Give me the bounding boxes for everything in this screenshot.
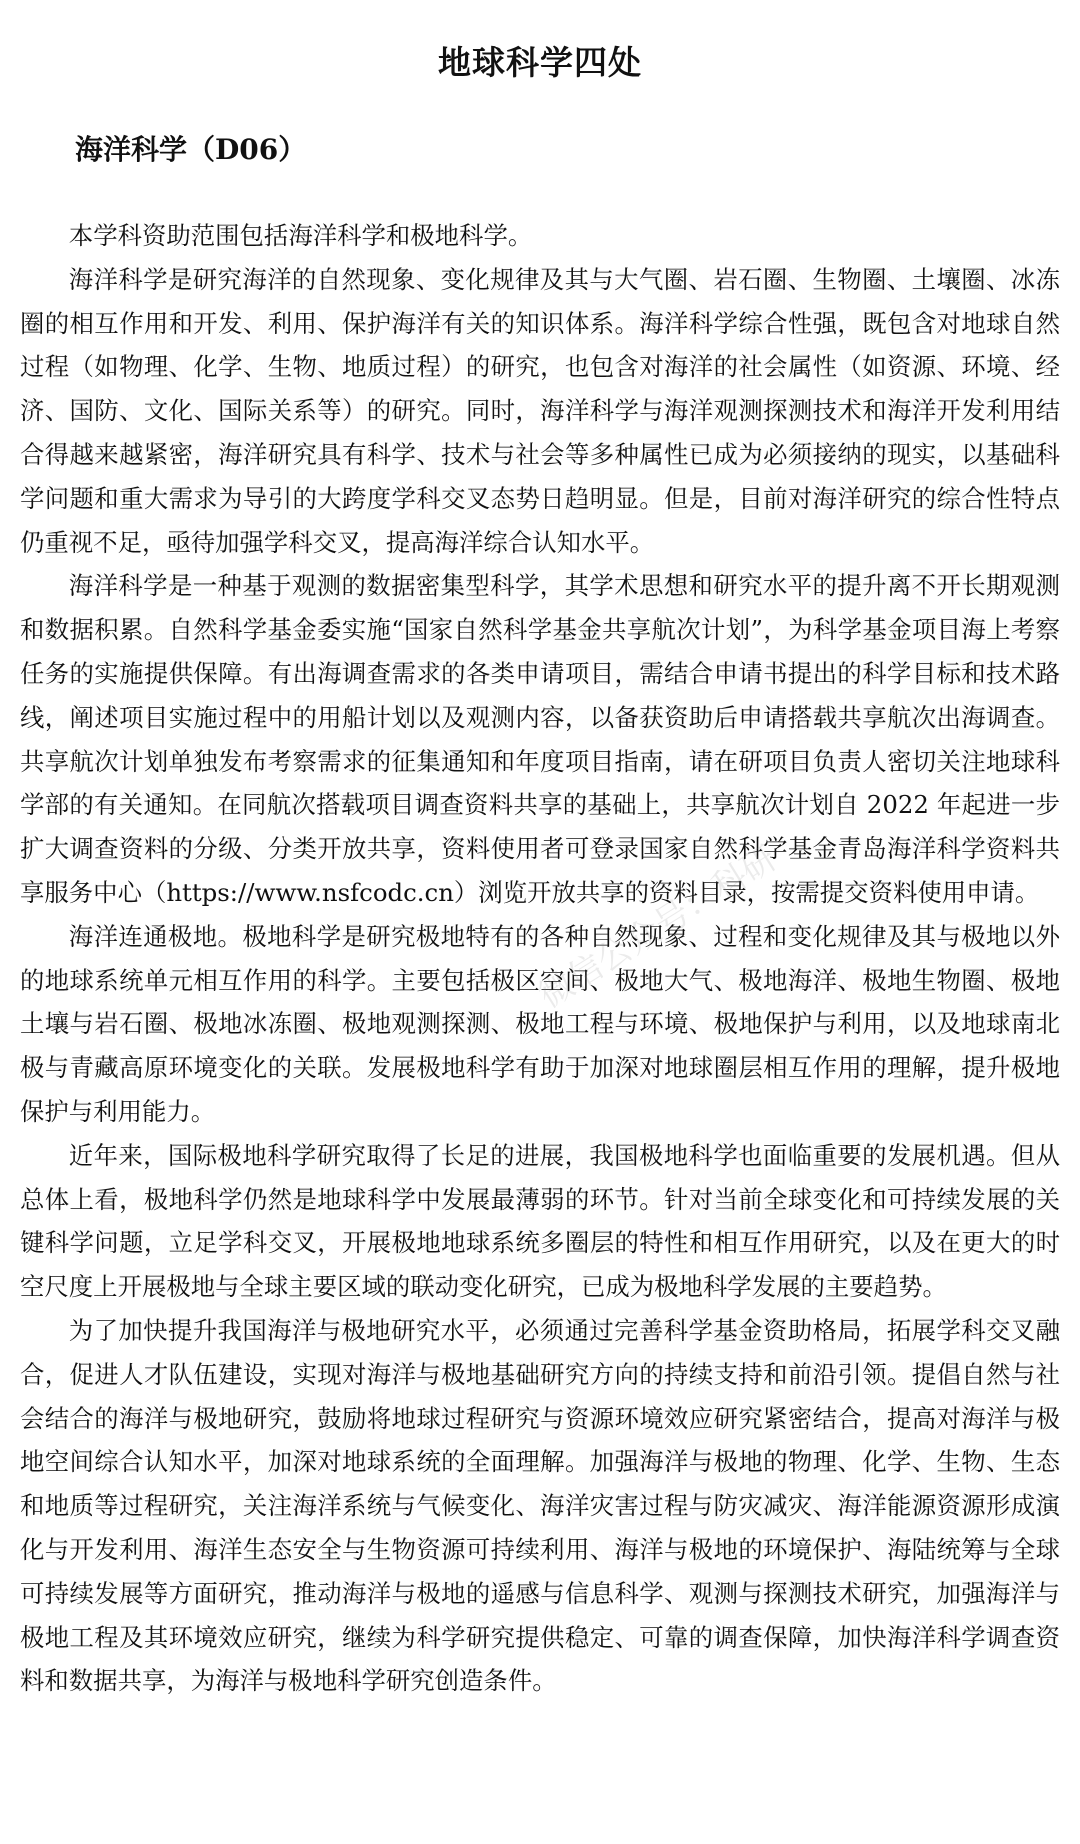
paragraph-recent-progress: 近年来，国际极地科学研究取得了长足的进展，我国极地科学也面临重要的发展机遇。但从总体上看，极地科学仍然是地球科学中发展最薄弱的环节。针对当前全球变化和可持续发展的关键科学问题，立足学科交叉，开展极地地球系统多圈层的特性和相互作用研究，以及在更大的时空尺度上开展极地与全球主要区域的联动变化研究，已成为极地科学发展的主要趋势。	[20, 1140, 1060, 1302]
paragraph-funding-priorities: 为了加快提升我国海洋与极地研究水平，必须通过完善科学基金资助格局，拓展学科交叉融合，促进人才队伍建设，实现对海洋与极地基础研究方向的持续支持和前沿引领。提倡自然与社会结合的海洋与极地研究，鼓励将地球过程研究与资源环境效应研究紧密结合，提高对海洋与极地空间综合认知水平，加深对地球系统的全面理解。加强海洋与极地的物理、化学、生物、生态和地质等过程研究，关注海洋系统与气候变化、海洋灾害过程与防灾减灾、海洋能源资源形成演化与开发利用、海洋生态安全与生物资源可持续利用、海洋与极地的环境保护、海陆统筹与全球可持续发展等方面研究，推动海洋与极地的遥感与信息科学、观测与探测技术研究，加强海洋与极地工程及其环境效应研究，继续为科学研究提供稳定、可靠的调查保障，加快海洋科学调查资料和数据共享，为海洋与极地科学研究创造条件。	[20, 1315, 1060, 1696]
page-title: 地球科学四处	[438, 43, 642, 82]
paragraph-polar-science: 海洋连通极地。极地科学是研究极地特有的各种自然现象、过程和变化规律及其与极地以外的地球系统单元相互作用的科学。主要包括极区空间、极地大气、极地海洋、极地生物圈、极地土壤与岩石圈、极地冰冻圈、极地观测探测、极地工程与环境、极地保护与利用，以及地球南北极与青藏高原环境变化的关联。发展极地科学有助于加深对地球圈层相互作用的理解，提升极地保护与利用能力。	[20, 921, 1060, 1126]
paragraph-ocean-science: 海洋科学是研究海洋的自然现象、变化规律及其与大气圈、岩石圈、生物圈、土壤圈、冰冻圈的相互作用和开发、利用、保护海洋有关的知识体系。海洋科学综合性强，既包含对地球自然过程（如物理、化学、生物、地质过程）的研究，也包含对海洋的社会属性（如资源、环境、经济、国防、文化、国际关系等）的研究。同时，海洋科学与海洋观测探测技术和海洋开发利用结合得越来越紧密，海洋研究具有科学、技术与社会等多种属性已成为必须接纳的现实，以基础科学问题和重大需求为导引的大跨度学科交叉态势日趋明显。但是，目前对海洋研究的综合性特点仍重视不足，亟待加强学科交叉，提高海洋综合认知水平。	[20, 264, 1060, 557]
section-heading: 海洋科学（D06）	[75, 133, 307, 166]
watermark: 微信公众号：科研	[531, 838, 784, 1017]
paragraph-scope: 本学科资助范围包括海洋科学和极地科学。	[68, 221, 533, 250]
paragraph-shared-cruise: 海洋科学是一种基于观测的数据密集型科学，其学术思想和研究水平的提升离不开长期观测和数据积累。自然科学基金委实施“国家自然科学基金共享航次计划”，为科学基金项目海上考察任务的实施提供保障。有出海调查需求的各类申请项目，需结合申请书提出的科学目标和技术路线，阐述项目实施过程中的用船计划以及观测内容，以备获资助后申请搭载共享航次出海调查。共享航次计划单独发布考察需求的征集通知和年度项目指南，请在研项目负责人密切关注地球科学部的有关通知。在同航次搭载项目调查资料共享的基础上，共享航次计划自 2022 年起进一步扩大调查资料的分级、分类开放共享，资料使用者可登录国家自然科学基金青岛海洋科学资料共享服务中心（https://www.nsfcodc.cn）浏览开放共享的资料目录，按需提交资料使用申请。	[20, 571, 1060, 907]
